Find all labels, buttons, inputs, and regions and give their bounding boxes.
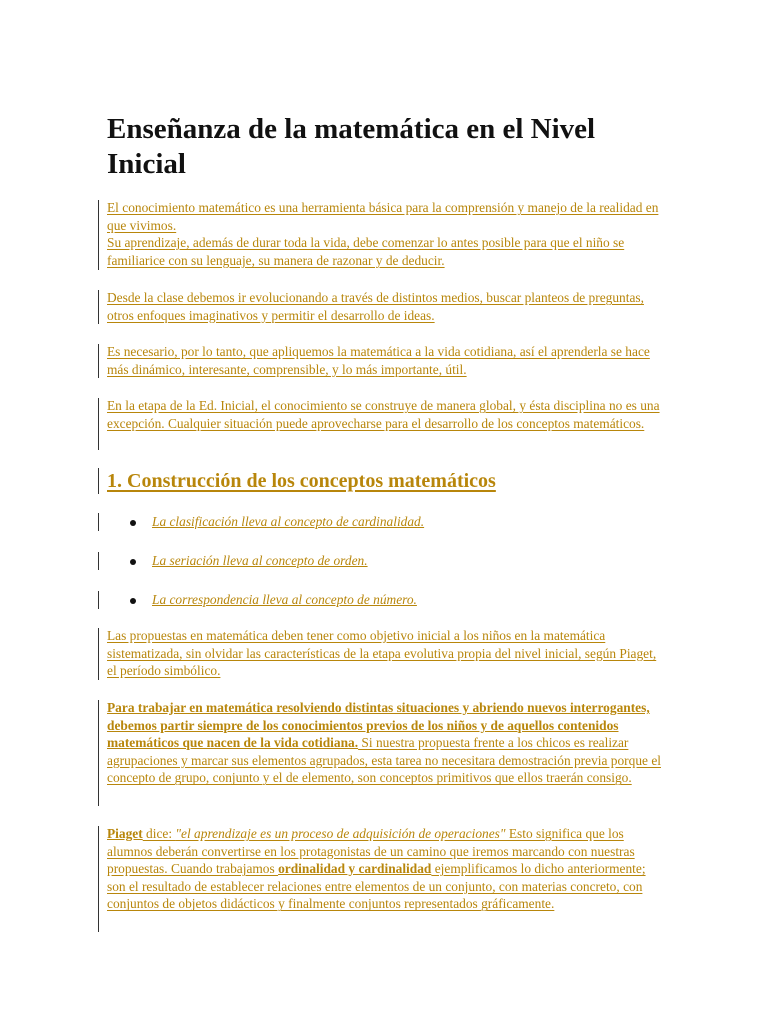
author-name[interactable]: Piaget <box>107 826 143 841</box>
paragraph-bar <box>98 398 99 450</box>
bullet-icon <box>130 598 136 604</box>
intro-text-2[interactable]: Desde la clase debemos ir evolucionando a través de distintos medios, buscar planteos de preguntas, otros enfoques imaginativos y permitir el desarrollo de ideas. <box>107 290 644 323</box>
paragraph-7-bold[interactable]: ordinalidad y cardinalidad <box>278 861 432 877</box>
paragraph-intro-3[interactable] <box>107 343 667 378</box>
paragraph-intro-1[interactable] <box>107 199 667 269</box>
paragraph-bar <box>98 344 99 378</box>
list-bar <box>98 591 99 609</box>
intro-text-3[interactable]: Es necesario, por lo tanto, que apliquemos la matemática a la vida cotidiana, así el aprenderla se hace más dinámico, interesante, comprensible, y lo más importante, útil. <box>107 344 650 377</box>
paragraph-7-mid[interactable]: Esto significa que los alumnos deberán convertirse en los protagonistas de un camino que iremos marcando con nuestras propuestas. Cuando trabajamos <box>107 826 635 877</box>
bullet-icon <box>130 559 136 565</box>
page-title: Enseñanza de la matemática en el Nivel Inicial <box>107 113 596 180</box>
paragraph-bar <box>98 628 99 680</box>
heading-bar <box>98 468 99 494</box>
paragraph-piaget-stage[interactable] <box>107 627 667 680</box>
quote-text[interactable]: "el aprendizaje es un proceso de adquisición de operaciones" <box>175 826 506 841</box>
list-bar <box>98 513 99 531</box>
paragraph-7-end[interactable]: ejemplificamos lo dicho anteriormente; son el resultado de establecer relaciones entre elementos de un conjunto, con materias concreto, con conjuntos de objetos didácticos y finalmente conjuntos representados gráficamente. <box>107 861 646 912</box>
paragraph-5-text[interactable]: Las propuestas en matemática deben tener como objetivo inicial a los niños en la matemática sistematizada, sin olvidar las características de la etapa evolutiva propia del nivel inicial, según Piaget, el período simbólico. <box>107 628 657 679</box>
list-item-link[interactable]: La seriación lleva al concepto de orden. <box>152 553 368 568</box>
paragraph-bar <box>98 700 99 806</box>
intro-text-b[interactable]: Su aprendizaje, además de durar toda la vida, debe comenzar lo antes posible para que el niño se familiarice con su lenguaje, su manera de razonar y de deducir. <box>107 235 625 268</box>
list-item-link[interactable]: La correspondencia lleva al concepto de número. <box>152 592 417 607</box>
list-item-link[interactable]: La clasificación lleva al concepto de cardinalidad. <box>152 514 425 529</box>
bullet-icon <box>130 520 136 526</box>
paragraph-bar <box>98 290 99 324</box>
paragraph-bar <box>98 826 99 932</box>
paragraph-6-rest[interactable]: Si nuestra propuesta frente a los chicos es realizar agrupaciones y marcar sus elementos agrupados, esta tarea no necesitara demostración previa porque el concepto de grupo, conjunto y el de elemento, son conceptos primitivos que ellos traerán consigo. <box>107 735 661 786</box>
paragraph-previous-knowledge[interactable] <box>107 699 667 787</box>
paragraph-bar <box>98 200 99 270</box>
intro-text-a[interactable]: El conocimiento matemático es una herramienta básica para la comprensión y manejo de la realidad en que vivimos. <box>107 200 659 233</box>
paragraph-piaget-quote[interactable] <box>107 825 667 913</box>
section-heading[interactable]: 1. Construcción de los conceptos matemáticos <box>107 470 496 492</box>
intro-text-4[interactable]: En la etapa de la Ed. Inicial, el conocimiento se construye de manera global, y ésta disciplina no es una excepción. Cualquier situación puede aprovecharse para el desarrollo de los conceptos matemáticos. <box>107 398 660 431</box>
paragraph-6-bold[interactable]: Para trabajar en matemática resolviendo distintas situaciones y abriendo nuevos interrogantes, debemos partir siempre de los conocimientos previos de los niños y de aquellos contenidos matemáticos que nacen de la vida cotidiana. <box>107 700 650 751</box>
paragraph-intro-2[interactable] <box>107 289 667 324</box>
list-bar <box>98 552 99 570</box>
says-text[interactable]: dice: <box>142 826 176 841</box>
paragraph-intro-4[interactable] <box>107 397 667 432</box>
